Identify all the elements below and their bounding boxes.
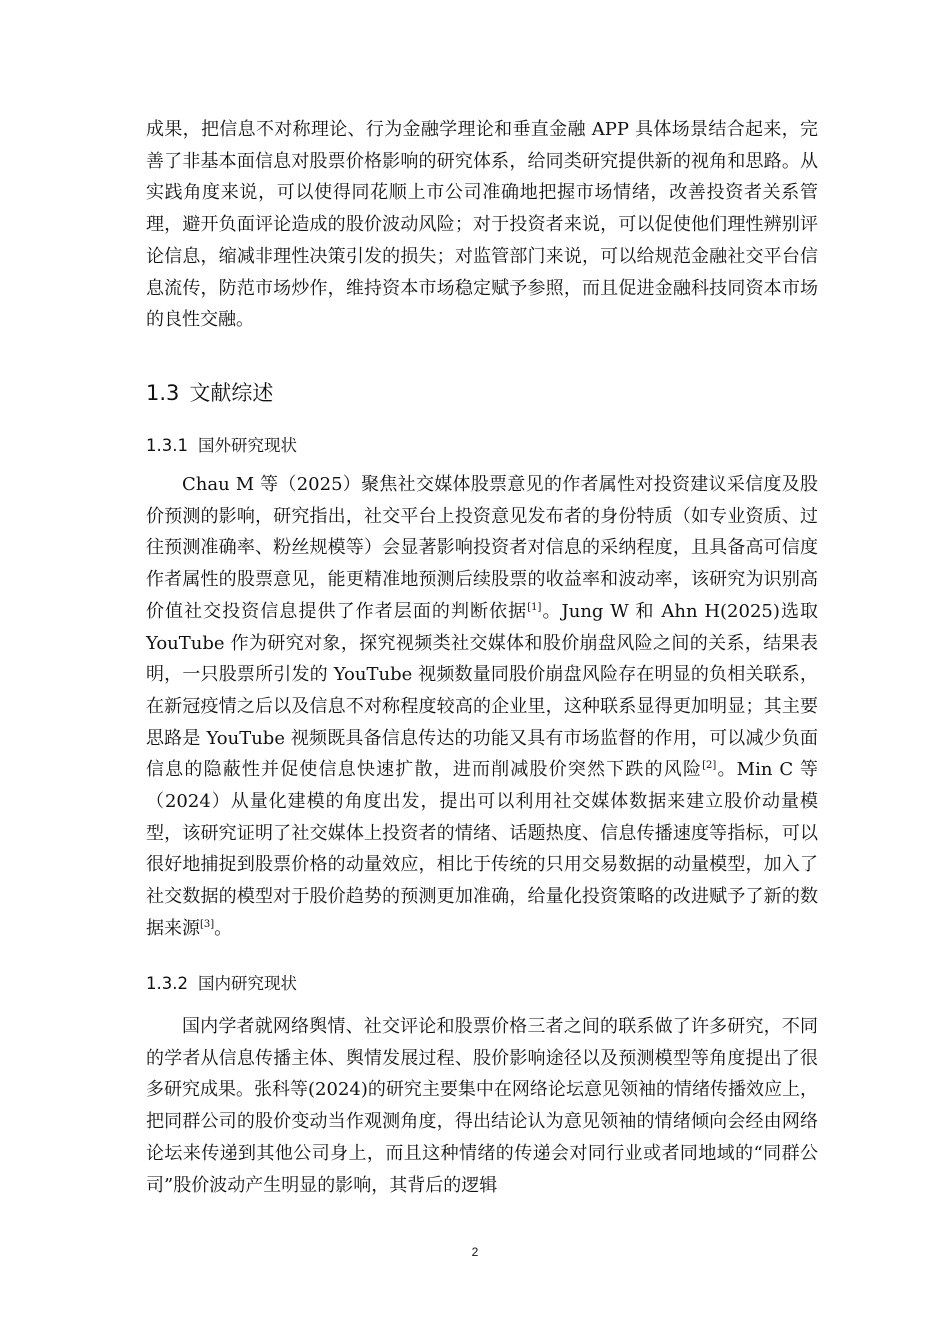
subsection-heading-1-3-1 xyxy=(146,433,297,459)
subsection-heading-1-3-2 xyxy=(146,971,297,997)
citation-ref: [2] xyxy=(702,760,717,772)
section-heading-1-3 xyxy=(146,378,273,408)
subsection-number: 1.3.2 xyxy=(146,974,188,993)
section-number: 1.3 xyxy=(146,381,180,405)
foreign-research-paragraph xyxy=(146,469,818,945)
intro-paragraph: 成果，把信息不对称理论、行为金融学理论和垂直金融 APP 具体场景结合起来，完善了非基本面信息对股票价格影响的研究体系，给同类研究提供新的视角和思路。从实践角度来说，可以使得同花顺上市公司准确地把握市场情绪，改善投资者关系管理，避开负面评论造成的股价波动风险；对于投资者来说，可以促使他们理性辨别评论信息，缩减非理性决策引发的损失；对监管部门来说，可以给规范金融社交平台信息流传，防范市场炒作，维持资本市场稳定赋予参照，而且促进金融科技同资本市场的良性交融。 xyxy=(146,119,818,331)
page-number: 2 xyxy=(471,1245,479,1259)
paragraph-text: 。Min C 等（2024）从量化建模的角度出发，提出可以利用社交媒体数据来建立股价动量模型，该研究证明了社交媒体上投资者的情绪、话题热度、信息传播速度等指标，可以很好地捕捉到股票价格的动量效应，相比于传统的只用交易数据的动量模型，加入了社交数据的模型对于股价趋势的预测更加准确，给量化投资策略的改进赋予了新的数据来源 xyxy=(146,759,818,939)
citation-ref: [1] xyxy=(527,601,542,613)
subsection-number: 1.3.1 xyxy=(146,436,188,455)
subsection-title: 国内研究现状 xyxy=(197,974,297,993)
paragraph-text: 。Jung W 和 Ahn H(2025)选取 YouTube 作为研究对象，探究视频类社交媒体和股价崩盘风险之间的关系，结果表明，一只股票所引发的 YouTube 视频数量同股价崩盘风险存在明显的负相关联系，在新冠疫情之后以及信息不对称程度较高的企业里，这种联系显得更加明显；其主要思路是 YouTube 视频既具备信息传达的功能又具有市场监督的作用，可以减少负面信息的隐蔽性并促使信息快速扩散，进而削减股价突然下跌的风险 xyxy=(146,600,819,781)
paragraph-text: Chau M 等（2025）聚焦社交媒体股票意见的作者属性对投资建议采信度及股价预测的影响，研究指出，社交平台上投资意见发布者的身份特质（如专业资质、过往预测准确率、粉丝规模等）会显著影响投资者对信息的采纳程度，且具备高可信度作者属性的股票意见，能更精准地预测后续股票的收益率和波动率，该研究为识别高价值社交投资信息提供了作者层面的判断依据 xyxy=(146,474,818,622)
domestic-research-paragraph: 国内学者就网络舆情、社交评论和股票价格三者之间的联系做了许多研究，不同的学者从信息传播主体、舆情发展过程、股价影响途径以及预测模型等角度提出了很多研究成果。张科等(2024)的研究主要集中在网络论坛意见领袖的情绪传播效应上，把同群公司的股价变动当作观测角度，得出结论认为意见领袖的情绪倾向会经由网络论坛来传递到其他公司身上，而且这种情绪的传递会对同行业或者同地域的“同群公司”股价波动产生明显的影响，其背后的逻辑 xyxy=(146,1016,818,1196)
section-title: 文献综述 xyxy=(189,381,274,405)
subsection-title: 国外研究现状 xyxy=(197,436,297,455)
paragraph-text: 。 xyxy=(214,917,233,939)
citation-ref: [3] xyxy=(200,918,215,930)
